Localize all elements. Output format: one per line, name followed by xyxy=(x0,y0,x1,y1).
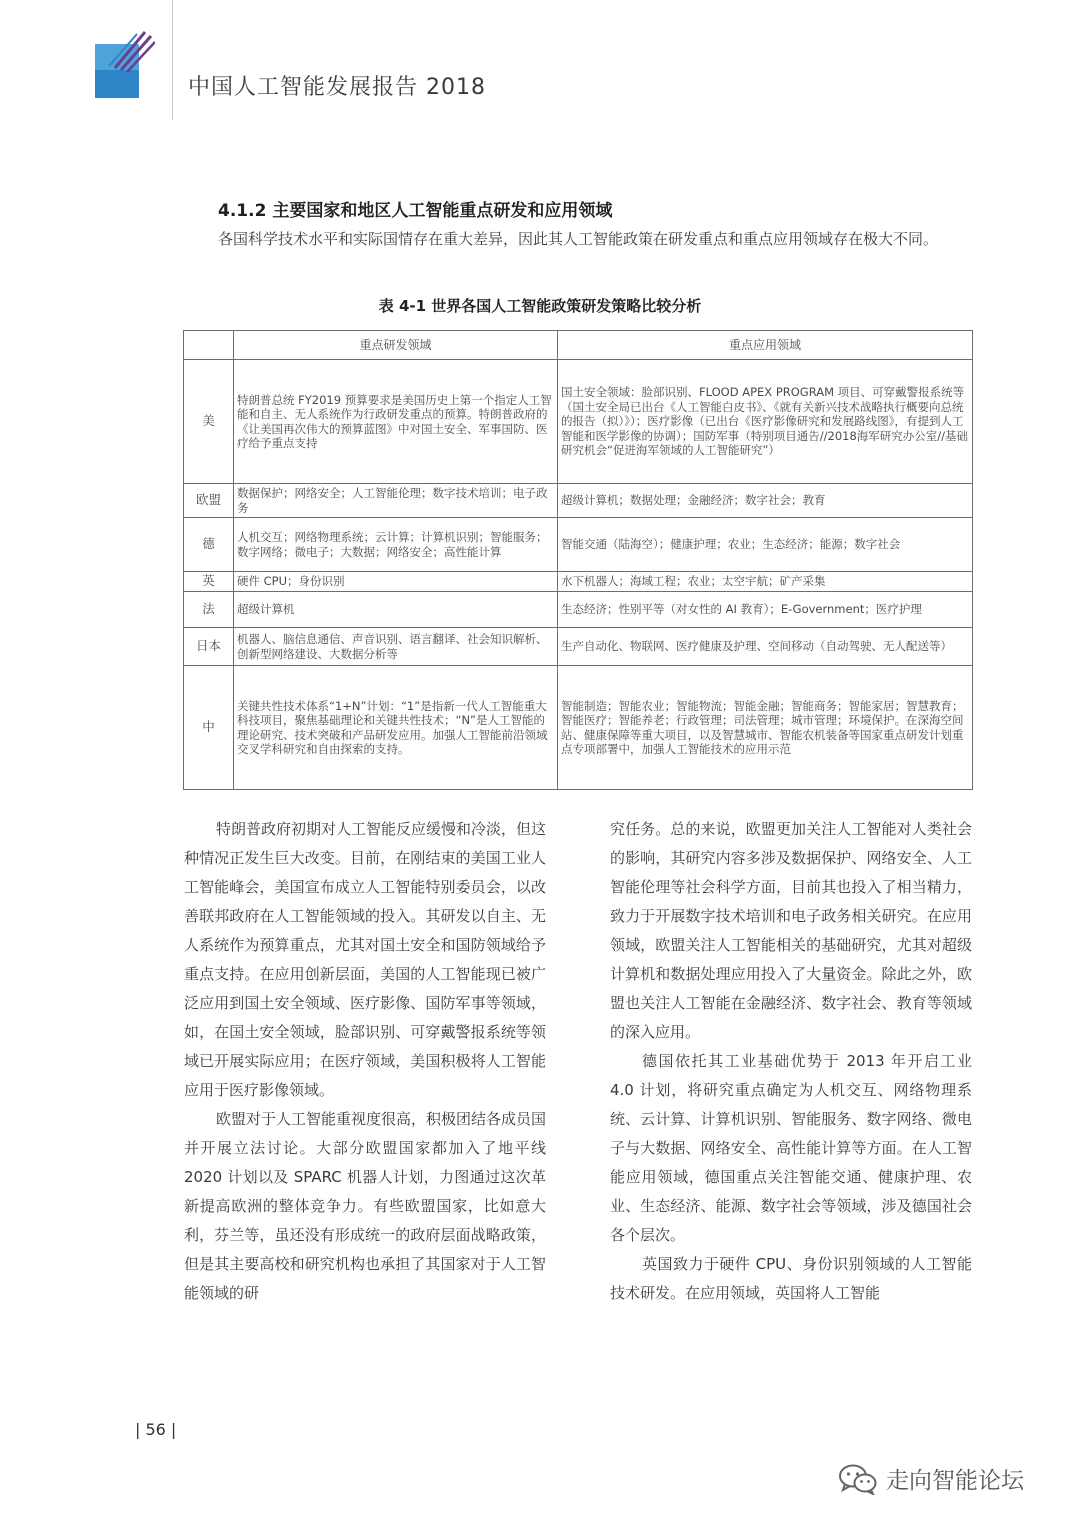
table-header-row xyxy=(184,331,973,360)
table-row xyxy=(184,484,973,518)
body-paragraph: 欧盟对于人工智能重视度很高，积极团结各成员国并开展立法讨论。大部分欧盟国家都加入了地平线 2020 计划以及 SPARC 机器人计划，力图通过这次革新提高欧洲的整体竞争力。有些欧盟国家，比如意大利，芬兰等，虽还没有形成统一的政府层面战略政策，但是其主要高校和研究机构也承担了其国家对于人工智能领域的研 xyxy=(184,1110,547,1302)
table-row xyxy=(184,592,973,628)
body-column-right xyxy=(610,815,972,1308)
table-header-research: 重点研发领域 xyxy=(234,331,558,360)
table-cell-research: 数据保护；网络安全；人工智能伦理；数字技术培训；电子政务 xyxy=(234,484,558,518)
comparison-table xyxy=(183,330,973,790)
table-row xyxy=(184,518,973,572)
table-cell-country: 美 xyxy=(184,360,234,484)
watermark-text: 走向智能论坛 xyxy=(886,1468,1024,1494)
body-column-left xyxy=(184,815,546,1308)
table-header-country xyxy=(184,331,234,360)
watermark xyxy=(838,1462,1024,1495)
section-heading: 4.1.2 主要国家和地区人工智能重点研发和应用领域 xyxy=(218,201,613,221)
table-cell-research: 人机交互；网络物理系统；云计算；计算机识别；智能服务；数字网络；微电子；大数据；网络安全；高性能计算 xyxy=(234,518,558,572)
report-title: 中国人工智能发展报告 2018 xyxy=(188,75,486,100)
table-cell-application: 智能制造；智能农业；智能物流；智能金融；智能商务；智能家居；智慧教育；智能医疗；智能养老；行政管理；司法管理；城市管理；环境保护。在深海空间站、健康保障等重大项目，以及智慧城市、智能农机装备等国家重点研发计划重点专项部署中，加强人工智能技术的应用示范 xyxy=(558,666,973,790)
table-cell-country: 法 xyxy=(184,592,234,628)
table-cell-country: 英 xyxy=(184,572,234,592)
page-number: | 56 | xyxy=(135,1420,177,1439)
wechat-icon xyxy=(838,1463,878,1495)
table-cell-country: 德 xyxy=(184,518,234,572)
table-cell-country: 日本 xyxy=(184,628,234,666)
table-cell-research: 硬件 CPU；身份识别 xyxy=(234,572,558,592)
table-cell-application: 水下机器人；海域工程；农业；太空宇航；矿产采集 xyxy=(558,572,973,592)
table-header-application: 重点应用领域 xyxy=(558,331,973,360)
report-logo xyxy=(95,30,155,98)
table-row xyxy=(184,360,973,484)
table-cell-country: 中 xyxy=(184,666,234,790)
table-row xyxy=(184,666,973,790)
table-cell-country: 欧盟 xyxy=(184,484,234,518)
table-caption: 表 4-1 世界各国人工智能政策研发策略比较分析 xyxy=(378,297,702,315)
table-row xyxy=(184,628,973,666)
table-cell-research: 机器人、脑信息通信、声音识别、语言翻译、社会知识解析、创新型网络建设、大数据分析等 xyxy=(234,628,558,666)
table-row xyxy=(184,572,973,592)
table-cell-research: 特朗普总统 FY2019 预算要求是美国历史上第一个指定人工智能和自主、无人系统作为行政研发重点的预算。特朗普政府的《让美国再次伟大的预算蓝图》中对国土安全、军事国防、医疗给予重点支持 xyxy=(234,360,558,484)
table-cell-application: 超级计算机；数据处理；金融经济；数字社会；教育 xyxy=(558,484,973,518)
table-cell-application: 国土安全领域：脸部识别、FLOOD APEX PROGRAM 项目、可穿戴警报系统等（国土安全局已出台《人工智能白皮书》、《就有关新兴技术战略执行概要向总统的报告（拟）》）；医疗影像（已出台《医疗影像研究和发展路线图》，有提到人工智能和医学影像的协调）；国防军事（特别项目通告//2018海军研究办公室//基础研究机会“促进海军领域的人工智能研究”） xyxy=(558,360,973,484)
table-cell-application: 智能交通（陆海空）；健康护理；农业；生态经济；能源；数字社会 xyxy=(558,518,973,572)
intro-paragraph: 各国科学技术水平和实际国情存在重大差异，因此其人工智能政策在研发重点和重点应用领域存在极大不同。 xyxy=(218,230,939,248)
table-cell-research: 关键共性技术体系“1+N”计划：“1”是指新一代人工智能重大科技项目，聚焦基础理论和关键共性技术；“N”是人工智能的理论研究、技术突破和产品研发应用。加强人工智能前沿领域交叉学科研究和自由探索的支持。 xyxy=(234,666,558,790)
table-cell-research: 超级计算机 xyxy=(234,592,558,628)
header-rule xyxy=(172,0,173,120)
body-paragraph: 英国致力于硬件 CPU、身份识别领域的人工智能技术研发。在应用领域，英国将人工智能 xyxy=(610,1255,972,1302)
table-cell-application: 生态经济；性别平等（对女性的 AI 教育）；E-Government；医疗护理 xyxy=(558,592,973,628)
body-paragraph: 德国依托其工业基础优势于 2013 年开启工业 4.0 计划，将研究重点确定为人机交互、网络物理系统、云计算、计算机识别、智能服务、数字网络、微电子与大数据、网络安全、高性能计算等方面。在人工智能应用领域，德国重点关注智能交通、健康护理、农业、生态经济、能源、数字社会等领域，涉及德国社会各个层次。 xyxy=(610,1052,972,1244)
body-paragraph-continued: 究任务。总的来说，欧盟更加关注人工智能对人类社会的影响，其研究内容多涉及数据保护、网络安全、人工智能伦理等社会科学方面，目前其也投入了相当精力，致力于开展数字技术培训和电子政务相关研究。在应用领域，欧盟关注人工智能相关的基础研究，尤其对超级计算机和数据处理应用投入了大量资金。除此之外，欧盟也关注人工智能在金融经济、数字社会、教育等领域的深入应用。 xyxy=(610,820,972,1041)
table-cell-application: 生产自动化、物联网、医疗健康及护理、空间移动（自动驾驶、无人配送等） xyxy=(558,628,973,666)
body-paragraph: 特朗普政府初期对人工智能反应缓慢和冷淡，但这种情况正发生巨大改变。目前，在刚结束的美国工业人工智能峰会，美国宣布成立人工智能特别委员会，以改善联邦政府在人工智能领域的投入。其研发以自主、无人系统作为预算重点，尤其对国土安全和国防领域给予重点支持。在应用创新层面，美国的人工智能现已被广泛应用到国土安全领域、医疗影像、国防军事等领域，如，在国土安全领域，脸部识别、可穿戴警报系统等领域已开展实际应用；在医疗领域，美国积极将人工智能应用于医疗影像领域。 xyxy=(184,820,547,1099)
